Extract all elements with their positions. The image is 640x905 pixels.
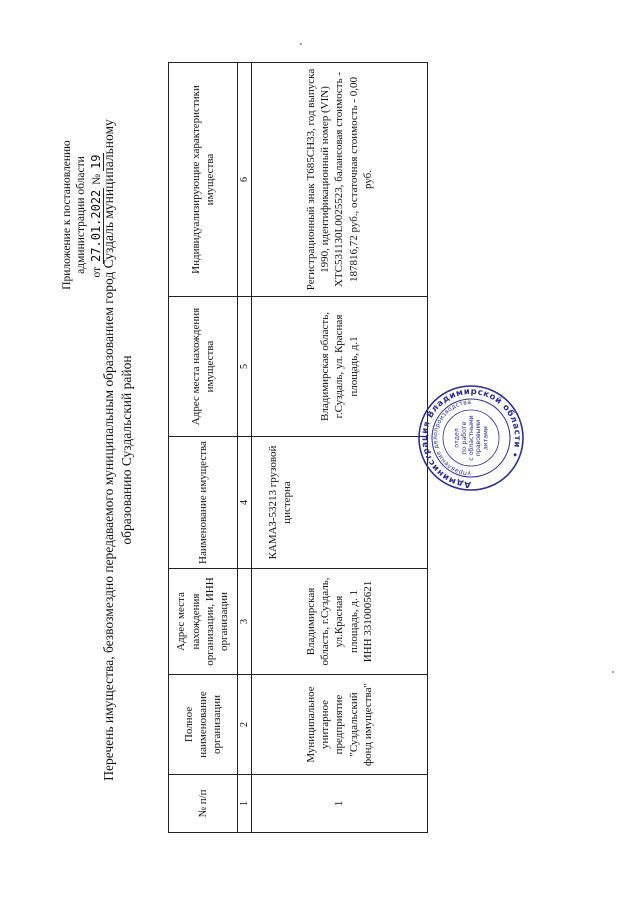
title-line-2: образованию Суздальский район xyxy=(119,355,135,545)
header-cell: Адрес места нахождения имущества xyxy=(169,297,238,437)
approval-line-2: администрации области xyxy=(75,156,88,274)
approval-date: 27.01.2022 xyxy=(88,189,103,262)
organization-inn: ИНН 3310005621 xyxy=(361,580,374,663)
property-name: КАМАЗ-53213 грузовой цистерна xyxy=(252,437,428,569)
column-number: 2 xyxy=(238,675,252,775)
stamp-center-line: отдел xyxy=(453,428,461,448)
scan-speck xyxy=(300,43,302,45)
document-title xyxy=(100,55,136,845)
organization-address: Владимирская область, г.Суздаль, ул.Красная площадь, д. 1 xyxy=(304,577,360,666)
column-number: 1 xyxy=(238,775,252,833)
property-address: Владимирская область, г.Суздаль, ул. Красная площадь, д.1 xyxy=(252,297,428,437)
approval-block xyxy=(60,85,104,345)
stamp-center-line: правовыми xyxy=(475,419,483,457)
table-header-row xyxy=(169,63,238,833)
header-cell: Адрес места нахождения организации, ИНН организации xyxy=(169,569,238,675)
approval-number: 19 xyxy=(88,154,103,169)
header-cell: Наименование имущества xyxy=(169,437,238,569)
property-characteristics: Регистрационный знак Т685СН33, год выпуска 1990, идентификационный номер (VIN) ХТС531130L0025523, балансовая стоимость - 187816,72 руб., остаточная стоимость - 0,00 руб. xyxy=(252,63,428,297)
title-line-1: Перечень имущества, безвозмездно передаваемого муниципальным образованием город Суздаль муниципальному xyxy=(101,119,116,781)
column-number: 5 xyxy=(238,297,252,437)
header-cell: Полное наименование организации xyxy=(169,675,238,775)
column-number-row xyxy=(238,63,252,833)
svg-text:Администрация Владимирской обл: Администрация Владимирской области • xyxy=(419,386,523,490)
organization-address-cell xyxy=(252,569,428,675)
number-prefix: № xyxy=(90,173,103,185)
official-stamp-seal xyxy=(416,383,526,493)
table-row xyxy=(252,63,428,833)
scan-speck xyxy=(612,671,614,673)
organization-name: Муниципальное унитарное предприятие "Суздальский фонд имущества" xyxy=(252,675,428,775)
property-table xyxy=(168,62,428,833)
header-cell: Индивидуализирующие характеристики имущества xyxy=(169,63,238,297)
column-number: 3 xyxy=(238,569,252,675)
stamp-center-line: по работе xyxy=(460,421,468,455)
header-cell: № п/п xyxy=(169,775,238,833)
row-number: 1 xyxy=(252,775,428,833)
svg-text:управление делопроизводства: управление делопроизводства xyxy=(431,398,472,478)
column-number: 4 xyxy=(238,437,252,569)
date-prefix: от xyxy=(90,266,103,278)
stamp-center-line: с областными xyxy=(468,415,475,461)
column-number: 6 xyxy=(238,63,252,297)
stamp-center-line: актами xyxy=(482,426,490,450)
approval-line-1: Приложение к постановлению xyxy=(61,140,73,290)
